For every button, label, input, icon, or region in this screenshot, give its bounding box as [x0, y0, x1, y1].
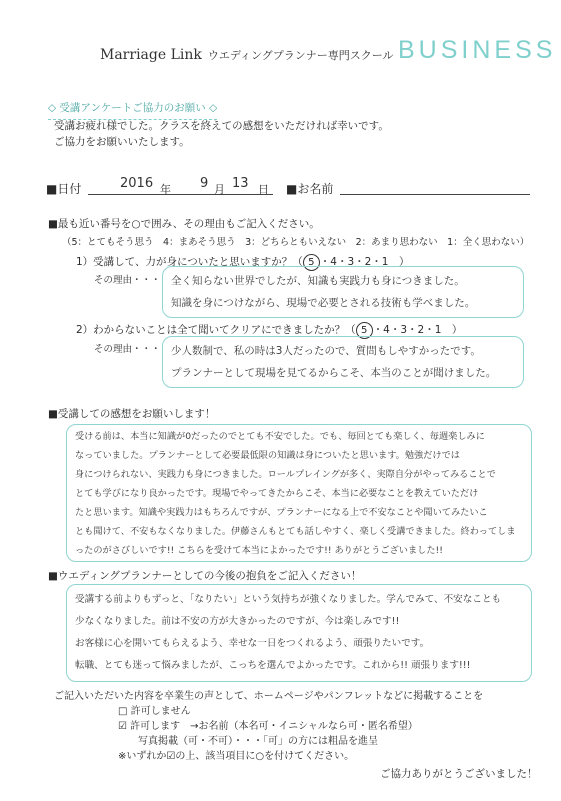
- aspirations-line: 転職、とても迷って悩みましたが、こっちを選んでよかったです。これから!! 頑張ります!!!: [75, 660, 471, 671]
- date-day-unit: 日: [258, 183, 269, 196]
- aspirations-box: [66, 584, 532, 682]
- q2-reason-line-1: 少人数制で、私の時は3人だったので、質問もしやすかったです。: [171, 345, 481, 357]
- thanks-message: ご協力ありがとうございました！: [380, 768, 538, 780]
- impressions-line: 身につけられない、実践力も身につきました。ロールプレイングが多く、実際自分がやってみることで: [75, 469, 496, 480]
- impressions-box: [66, 424, 532, 562]
- date-day: 13: [232, 176, 249, 191]
- intro-line-2: ご協力をお願いいたします。: [54, 136, 190, 148]
- date-label: ■日付: [46, 182, 82, 196]
- aspirations-line: 少なくなりました。前は不安の方が大きかったのですが、今は楽しみです!!: [75, 616, 400, 627]
- section2-title: ■受講しての感想をお願いします！: [48, 408, 216, 420]
- aspirations-text: [67, 585, 531, 681]
- date-year-unit: 年: [160, 183, 171, 196]
- impressions-line: たと思います。知識や実践力はもちろんですが、プランナーになる上で不安なことや聞いてみたいこ: [75, 507, 488, 518]
- q2-reason-box: [162, 336, 524, 388]
- brand-title: [100, 47, 394, 63]
- section3-title: ■ウエディングプランナーとしての今後の抱負をご記入ください！: [48, 570, 362, 582]
- impressions-line: ったのがさびしいです!! こちらを受けて本当によかったです!! ありがとうございました!!: [75, 545, 443, 556]
- aspirations-line: お客様に心を開いてもらえるよう、幸せな一日をつくれるよう、頑張りたいです。: [75, 638, 430, 649]
- q2-reason-text: [163, 337, 523, 387]
- q1-reason-label: その理由・・・: [94, 275, 161, 286]
- q1-reason-line-2: 知識を身につけながら、現場で必要とされる技術も学べました。: [171, 297, 476, 309]
- consent-section: [54, 689, 483, 764]
- q1-text: 1）受講して、力が身についたと思いますか？（: [76, 256, 303, 268]
- impressions-line: なっていました。プランナーとして必要最低限の知識は身についたと思います。勉強だけでは: [75, 450, 460, 461]
- q1-rest: ・4・3・2・1 ）: [319, 256, 410, 268]
- consent-photo: 写真掲載（可・不可）・・・「可」の方には粗品を進呈: [138, 736, 378, 747]
- q2-selected-rating: 5: [356, 322, 373, 339]
- q1-reason-box: [162, 266, 524, 318]
- section1-title: ■最も近い番号を○で囲み、その理由もご記入ください。: [48, 218, 320, 230]
- aspirations-line: 受講する前よりもずっと、「なりたい」という気持ちが強くなりました。学んでみて、不安なことも: [75, 594, 502, 605]
- impressions-line: 受ける前は、本当に知識が0だったのでとても不安でした。でも、毎回とても楽しく、毎週楽しみに: [75, 431, 485, 442]
- date-month-unit: 月: [214, 183, 225, 196]
- intro-text: [54, 118, 514, 150]
- consent-intro: ご記入いただいた内容を卒業生の声として、ホームページやパンフレットなどに掲載することを: [54, 691, 484, 702]
- consent-note: ※いずれか☑の上、該当項目に○を付けてください。: [118, 751, 355, 762]
- q2-reason-line-2: プランナーとして現場を見てるからこそ、本当のことが聞けました。: [171, 367, 497, 379]
- brand-subtitle: ウエディングプランナー専門スクール: [207, 49, 394, 62]
- q1-reason-text: [163, 267, 523, 317]
- name-underline: [340, 194, 530, 195]
- q1-reason-line-1: 全く知らない世界でしたが、知識も実践力も身につきました。: [171, 275, 465, 287]
- impressions-text: [67, 425, 531, 562]
- consent-no: □ 許可しません: [118, 706, 191, 717]
- name-label: ■お名前: [286, 182, 334, 196]
- date-underline: [88, 194, 273, 195]
- q2-rest: ・4・3・2・1 ）: [372, 324, 463, 336]
- q2-text: 2）わからないことは全て聞いてクリアにできましたか？（: [76, 324, 356, 336]
- business-logo: BUSINESS: [398, 36, 557, 64]
- impressions-line: とも聞けて、不安もなくなりました。伊藤さんもとても話しやすく、楽しく受講できました。終わってしま: [75, 526, 516, 537]
- q2-reason-label: その理由・・・: [94, 344, 161, 355]
- intro-title: ◇ 受講アンケートご協力のお願い ◇: [48, 102, 218, 114]
- consent-yes: ☑ 許可します →お名前（本名可・イニシャルなら可・匿名希望）: [118, 721, 418, 732]
- brand-name: Marriage Link: [100, 47, 202, 63]
- intro-line-1: 受講お疲れ様でした。クラスを終えての感想をいただければ幸いです。: [54, 120, 389, 132]
- q1-selected-rating: 5: [303, 254, 320, 271]
- impressions-line: とても学びになり良かったです。現場でやってきたからこそ、本当に必要なことを教えていただけ: [75, 488, 479, 499]
- date-month: 9: [200, 176, 209, 191]
- date-year: 2016: [120, 176, 154, 191]
- rating-scale: （5：とてもそう思う 4：まあそう思う 3：どちらともいえない 2：あまり思わない 1：全く思わない）: [62, 237, 530, 248]
